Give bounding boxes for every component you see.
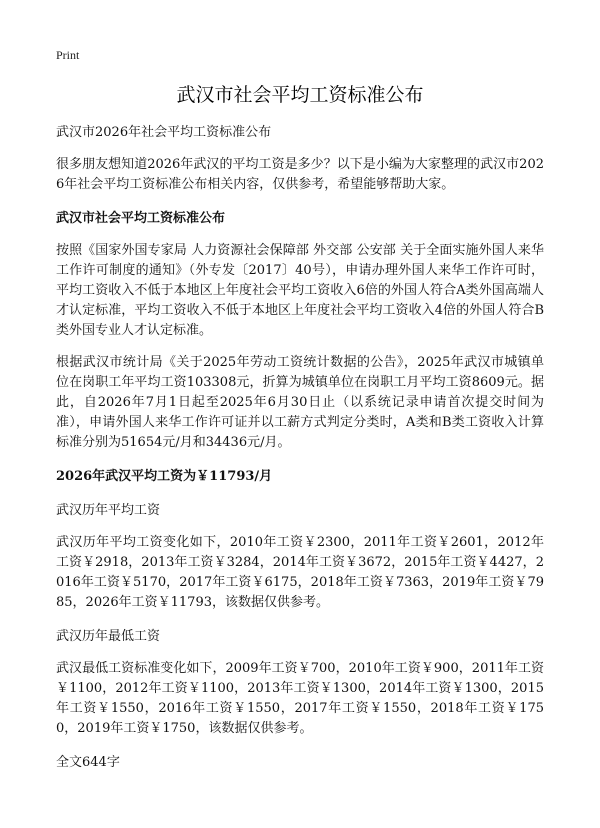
section-title-historical-average: 武汉历年平均工资 — [56, 503, 161, 518]
statistics-paragraph: 根据武汉市统计局《关于2025年劳动工资统计数据的公告》，2025年武汉市城镇单位在岗职工年平均工资103308元，折算为城镇单位在岗职工月平均工资8609元。据此，自2026年7月1日起至2025年6月30日止（以系统记录申请首次提交时间为准），申请外国人来华工作许可证并以工薪方式判定分类时，A类和B类工资收入计算标准分别为51654元/月和34436元/月。 — [56, 355, 544, 450]
article-subtitle: 武汉市2026年社会平均工资标准公布 — [56, 125, 272, 140]
intro-paragraph: 很多朋友想知道2026年武汉的平均工资是多少？以下是小编为大家整理的武汉市2026年社会平均工资标准公布相关内容，仅供参考，希望能够帮助大家。 — [56, 157, 544, 192]
section-title-historical-minimum: 武汉历年最低工资 — [56, 629, 161, 644]
section-heading-average-wage: 2026年武汉平均工资为￥11793/月 — [56, 469, 273, 484]
print-link[interactable]: Print — [56, 48, 80, 62]
historical-minimum-paragraph: 武汉最低工资标准变化如下，2009年工资￥700，2010年工资￥900，2011年工资￥1100，2012年工资￥1100，2013年工资￥1300，2014年工资￥1300，2015年工资￥1550，2016年工资￥1550，2017年工资￥1550，2018年工资￥1750，2019年工资￥1750，该数据仅供参考。 — [56, 661, 544, 736]
historical-average-paragraph: 武汉历年平均工资变化如下，2010年工资￥2300，2011年工资￥2601，2012年工资￥2918，2013年工资￥3284，2014年工资￥3672，2015年工资￥4427，2016年工资￥5170，2017年工资￥6175，2018年工资￥7363，2019年工资￥7985，2026年工资￥11793，该数据仅供参考。 — [56, 535, 544, 610]
word-count: 全文644字 — [56, 755, 120, 770]
policy-paragraph: 按照《国家外国专家局 人力资源社会保障部 外交部 公安部 关于全面实施外国人来华工作许可制度的通知》（外专发〔2017〕40号），申请办理外国人来华工作许可时，平均工资收入不低于本地区上年度社会平均工资收入6倍的外国人符合A类外国高端人才认定标准，平均工资收入不低于本地区上年度社会平均工资收入4倍的外国人符合B类外国专业人才认定标准。 — [56, 243, 544, 338]
section-heading-standard: 武汉市社会平均工资标准公布 — [56, 211, 226, 226]
page-title: 武汉市社会平均工资标准公布 — [176, 84, 424, 106]
